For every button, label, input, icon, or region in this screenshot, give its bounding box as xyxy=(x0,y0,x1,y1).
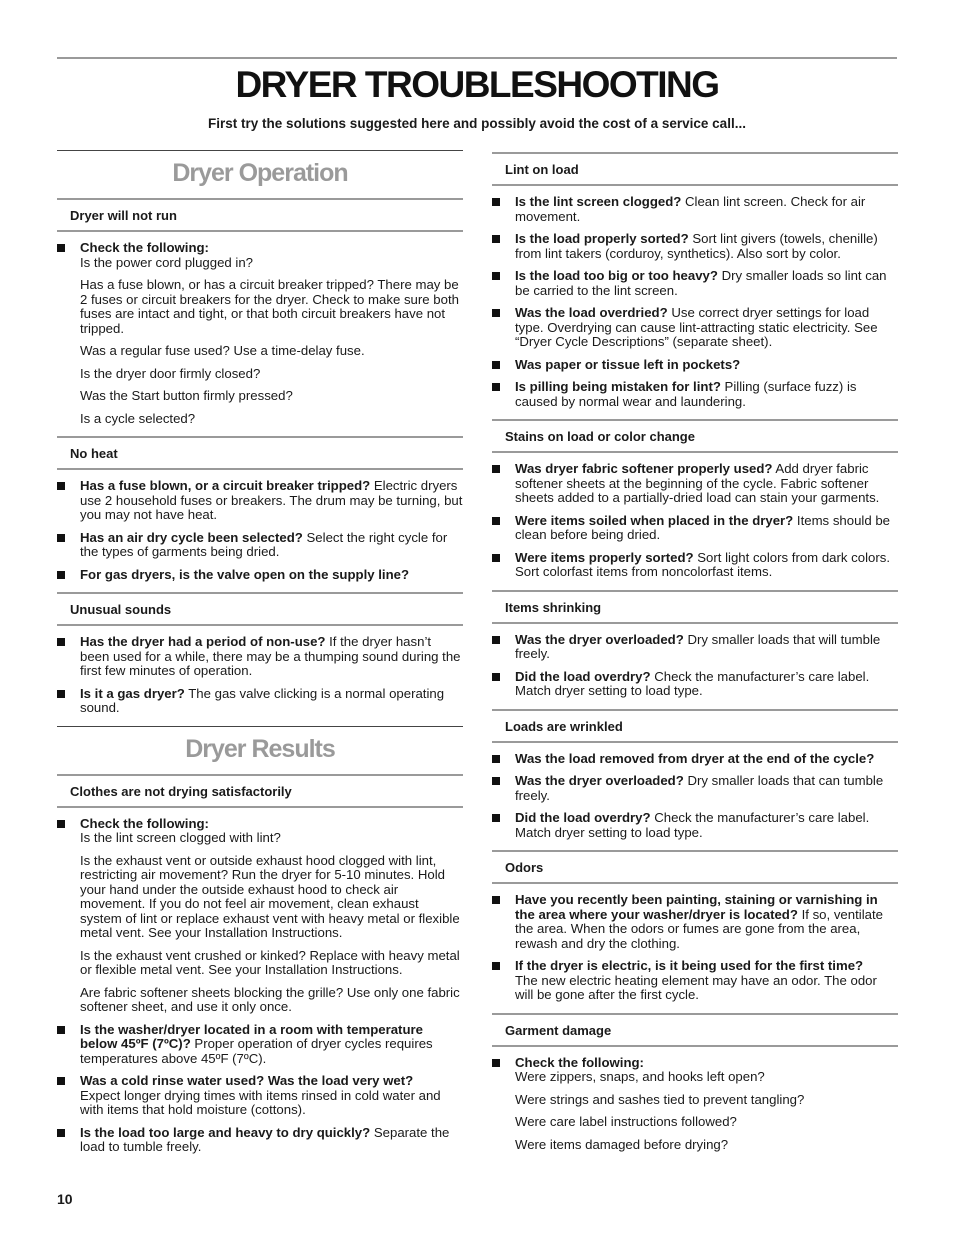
sub-paragraph: Are fabric softener sheets blocking the grille? Use only one fabric softener sheet, and use it only once. xyxy=(80,984,460,1014)
sub-paragraph: Were items damaged before drying? xyxy=(515,1136,729,1152)
list-item: Have you recently been painting, staining or varnishing in the area where your washer/dryer is located? If so, ventilate the area. When the odors or fumes are gone from the area, rewash and dry the clothing. xyxy=(492,893,898,951)
group-garment-damage xyxy=(492,1013,898,1153)
group-clothes-not-drying xyxy=(57,774,463,1155)
top-rule xyxy=(57,57,897,59)
bullet-icon xyxy=(57,482,65,490)
list-item: Was a cold rinse water used? Was the load very wet? Expect longer drying times with items rinsed in cold water and with items that hold moisture (cottons). xyxy=(57,1074,463,1118)
group-header: Odors xyxy=(492,850,898,884)
group-odors xyxy=(492,850,898,1003)
list-item: Has the dryer had a period of non-use? If the dryer hasn’t been used for a while, there may be a thumping sound during the first few minutes of operation. xyxy=(57,635,463,679)
group-lint-on-load xyxy=(492,152,898,409)
list-item: Was the load removed from dryer at the end of the cycle? xyxy=(492,752,898,767)
list-item: Check the following: Were zippers, snaps, and hooks left open? xyxy=(492,1056,898,1085)
list-item: Did the load overdry? Check the manufacturer’s care label. Match dryer setting to load type. xyxy=(492,670,898,699)
page-subtitle: First try the solutions suggested here and possibly avoid the cost of a service call... xyxy=(208,116,746,131)
group-unusual-sounds xyxy=(57,592,463,716)
list-item: Is the load too big or too heavy? Dry smaller loads so lint can be carried to the lint screen. xyxy=(492,269,898,298)
list-item: Has a fuse blown, or a circuit breaker tripped? Electric dryers use 2 household fuses or breakers. The drum may be turning, but you may not have heat. xyxy=(57,479,463,523)
bullet-icon xyxy=(492,1059,500,1067)
list-item: Was the load overdried? Use correct dryer settings for load type. Overdrying can cause lint-attracting static electricity. See “Dryer Cycle Descriptions” (separate sheet). xyxy=(492,306,898,350)
list-item: Check the following: Is the lint screen clogged with lint? xyxy=(57,817,463,846)
bullet-icon xyxy=(492,962,500,970)
group-loads-wrinkled xyxy=(492,709,898,841)
list-item: Is pilling being mistaken for lint? Pilling (surface fuzz) is caused by normal wear and laundering. xyxy=(492,380,898,409)
bullet-icon xyxy=(492,272,500,280)
page-number: 10 xyxy=(57,1191,73,1207)
list-item: Has an air dry cycle been selected? Select the right cycle for the types of garments being dried. xyxy=(57,531,463,560)
group-header: Dryer will not run xyxy=(57,198,463,232)
bullet-icon xyxy=(492,636,500,644)
bullet-icon xyxy=(57,1026,65,1034)
list-item: Is it a gas dryer? The gas valve clicking is a normal operating sound. xyxy=(57,687,463,716)
group-header: Garment damage xyxy=(492,1013,898,1047)
sub-paragraph: Is the exhaust vent crushed or kinked? Replace with heavy metal or flexible metal vent. See your Installation Instructions. xyxy=(80,947,460,977)
list-item: Was the dryer overloaded? Dry smaller loads that will tumble freely. xyxy=(492,633,898,662)
bullet-icon xyxy=(492,896,500,904)
bullet-icon xyxy=(492,235,500,243)
group-header: Stains on load or color change xyxy=(492,419,898,453)
bullet-icon xyxy=(492,814,500,822)
list-item: Is the load too large and heavy to dry quickly? Separate the load to tumble freely. xyxy=(57,1126,463,1155)
sub-paragraph: Is a cycle selected? xyxy=(80,410,196,426)
bullet-icon xyxy=(492,361,500,369)
sub-paragraph: Were strings and sashes tied to prevent tangling? xyxy=(515,1091,805,1107)
group-dryer-will-not-run xyxy=(57,198,463,426)
list-item: Is the washer/dryer located in a room with temperature below 45ºF (7ºC)? Proper operation of dryer cycles requires temperatures above 45ºF (7ºC). xyxy=(57,1023,463,1067)
list-item: Were items soiled when placed in the dryer? Items should be clean before being dried. xyxy=(492,514,898,543)
bullet-icon xyxy=(57,571,65,579)
list-item: Were items properly sorted? Sort light colors from dark colors. Sort colorfast items from noncolorfast items. xyxy=(492,551,898,580)
bullet-icon xyxy=(492,673,500,681)
sub-paragraph: Was a regular fuse used? Use a time-delay fuse. xyxy=(80,343,365,358)
right-column xyxy=(492,152,898,1162)
left-column xyxy=(57,150,463,1165)
page-title: DRYER TROUBLESHOOTING xyxy=(235,64,719,105)
bullet-icon xyxy=(492,309,500,317)
sub-paragraph: Is the exhaust vent or outside exhaust hood clogged with lint, restricting air movement? Run the dryer for 5-10 minutes. Hold your hand under the outside exhaust hood to check air movement. If you do not feel air movement, clean exhaust system of lint or replace exhaust vent with heavy metal or flexible metal vent. See your Installation Instructions. xyxy=(80,852,460,940)
group-header: Loads are wrinkled xyxy=(492,709,898,743)
list-item: Is the lint screen clogged? Clean lint screen. Check for air movement. xyxy=(492,195,898,224)
bullet-icon xyxy=(492,755,500,763)
bullet-icon xyxy=(57,820,65,828)
bullet-icon xyxy=(57,1077,65,1085)
bullet-icon xyxy=(57,1129,65,1137)
sub-paragraph: Is the dryer door firmly closed? xyxy=(80,365,261,381)
group-header: Lint on load xyxy=(492,152,898,186)
list-item: Is the load properly sorted? Sort lint givers (towels, chenille) from lint takers (corduroy, synthetics). Also sort by color. xyxy=(492,232,898,261)
bullet-icon xyxy=(492,554,500,562)
list-item: For gas dryers, is the valve open on the supply line? xyxy=(57,568,463,583)
list-item: Check the following: Is the power cord plugged in? xyxy=(57,241,463,270)
group-stains xyxy=(492,419,898,580)
list-item: If the dryer is electric, is it being used for the first time? The new electric heating element may have an odor. The odor will be gone after the first cycle. xyxy=(492,959,898,1003)
bullet-icon xyxy=(57,244,65,252)
sub-paragraph: Was the Start button firmly pressed? xyxy=(80,388,293,403)
section-title-dryer-operation: Dryer Operation xyxy=(57,150,463,198)
group-items-shrinking xyxy=(492,590,898,699)
group-no-heat xyxy=(57,436,463,582)
group-header: No heat xyxy=(57,436,463,470)
sub-paragraph: Were care label instructions followed? xyxy=(515,1114,737,1129)
list-item: Was the dryer overloaded? Dry smaller loads that can tumble freely. xyxy=(492,774,898,803)
list-item: Was paper or tissue left in pockets? xyxy=(492,358,898,373)
bullet-icon xyxy=(492,517,500,525)
bullet-icon xyxy=(492,383,500,391)
list-item: Was dryer fabric softener properly used? Add dryer fabric softener sheets at the beginning of the cycle. Fabric softener sheets added to a partially-dried load can stain your garments. xyxy=(492,462,898,506)
group-header: Unusual sounds xyxy=(57,592,463,626)
bullet-icon xyxy=(492,465,500,473)
bullet-icon xyxy=(492,777,500,785)
bullet-icon xyxy=(57,638,65,646)
bullet-icon xyxy=(57,534,65,542)
section-title-dryer-results: Dryer Results xyxy=(57,726,463,774)
bullet-icon xyxy=(492,198,500,206)
sub-paragraph: Has a fuse blown, or has a circuit breaker tripped? There may be 2 fuses or circuit breakers for the dryer. Check to make sure both fuses are intact and tight, or that both circuit breakers have not tripped. xyxy=(80,277,459,336)
group-header: Items shrinking xyxy=(492,590,898,624)
bullet-icon xyxy=(57,690,65,698)
list-item: Did the load overdry? Check the manufacturer’s care label. Match dryer setting to load type. xyxy=(492,811,898,840)
group-header: Clothes are not drying satisfactorily xyxy=(57,774,463,808)
